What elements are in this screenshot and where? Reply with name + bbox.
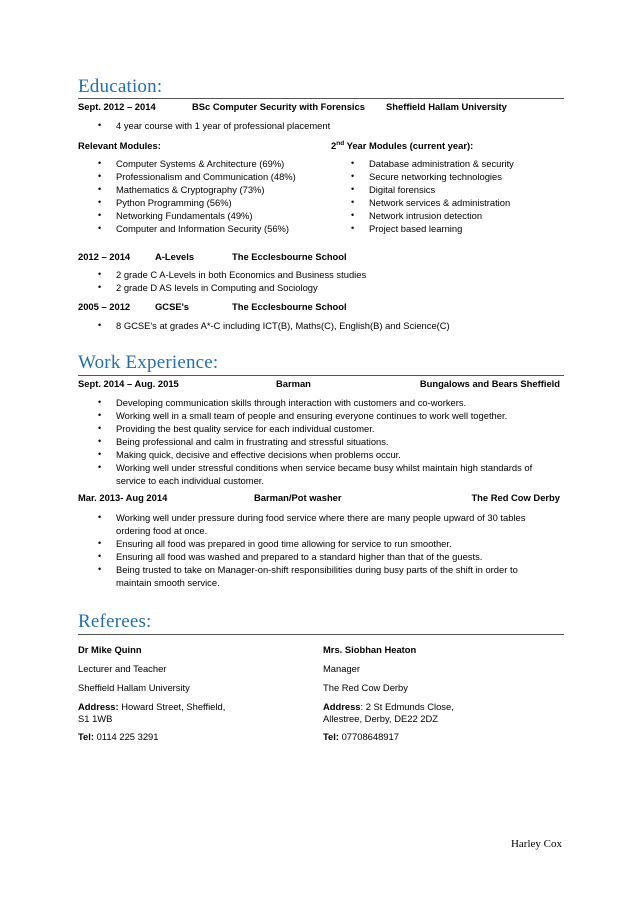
list-item: • 8 GCSE's at grades A*-C including ICT(B), Maths(C), English(B) and Science(C): [78, 319, 564, 332]
list-item: • Computer and Information Security (56%): [78, 222, 328, 235]
list-item: • Networking Fundamentals (49%): [78, 209, 328, 222]
relevant-modules-label: Relevant Modules:: [78, 140, 161, 151]
ref1-role: Lecturer and Teacher: [78, 663, 167, 674]
list-item: • Secure networking technologies: [331, 170, 564, 183]
work-heading: Work Experience:: [78, 352, 219, 373]
list-item: • Digital forensics: [331, 183, 564, 196]
job2-employer: The Red Cow Derby: [471, 492, 560, 503]
list-item: • Providing the best quality service for each individual customer.: [78, 422, 564, 435]
list-item: • 4 year course with 1 year of professional placement: [78, 119, 564, 132]
alevels-title: A-Levels: [155, 251, 195, 262]
list-item: • Working well under pressure during food service where there are many people upward of 30 tables ordering food at once.: [78, 511, 552, 537]
second-year-modules-list: [331, 157, 564, 235]
degree-title: BSc Computer Security with Forensics: [192, 101, 365, 112]
gcses-bullets: [78, 319, 564, 332]
list-item: • Developing communication skills through interaction with customers and co-workers.: [78, 396, 564, 409]
degree-dates: Sept. 2012 – 2014: [78, 101, 156, 112]
list-item: • Computer Systems & Architecture (69%): [78, 157, 328, 170]
ref2-org: The Red Cow Derby: [323, 682, 408, 693]
list-item: • Mathematics & Cryptography (73%): [78, 183, 328, 196]
list-item: • Working well in a small team of people and ensuring everyone continues to work well together.: [78, 409, 564, 422]
referees-rule: [78, 634, 564, 635]
list-item: • Making quick, decisive and effective decisions when problems occur.: [78, 448, 564, 461]
education-heading: Education:: [78, 76, 163, 97]
ref2-address-line2: Allestree, Derby, DE22 2DZ: [323, 713, 438, 724]
list-item: • Being professional and calm in frustrating and stressful situations.: [78, 435, 564, 448]
ref2-tel: Tel: 07708648917: [323, 731, 399, 742]
list-item: • 2 grade D AS levels in Computing and Sociology: [78, 281, 564, 294]
list-item: • Network intrusion detection: [331, 209, 564, 222]
gcses-title: GCSE's: [155, 301, 190, 312]
gcses-institution: The Ecclesbourne School: [232, 301, 347, 312]
relevant-modules-list: [78, 157, 328, 235]
job1-title: Barman: [276, 378, 311, 389]
job1-dates: Sept. 2014 – Aug. 2015: [78, 378, 179, 389]
list-item: • 2 grade C A-Levels in both Economics and Business studies: [78, 268, 564, 281]
ref2-name: Mrs. Siobhan Heaton: [323, 644, 417, 655]
list-item: • Network services & administration: [331, 196, 564, 209]
footer-name: Harley Cox: [510, 838, 562, 850]
ref2-address: Address: 2 St Edmunds Close,: [323, 701, 454, 712]
list-item: • Ensuring all food was prepared in good time allowing for service to run smoother.: [78, 537, 564, 550]
ref1-tel: Tel: 0114 225 3291: [78, 731, 159, 742]
job2-title: Barman/Pot washer: [254, 492, 342, 503]
job2-bullets: [78, 511, 564, 589]
work-rule: [78, 375, 564, 376]
ref1-address: Address: Howard Street, Sheffield,: [78, 701, 226, 712]
alevels-institution: The Ecclesbourne School: [232, 251, 347, 262]
list-item: • Ensuring all food was washed and prepared to a standard higher than that of the guests.: [78, 550, 564, 563]
ref1-name: Dr Mike Quinn: [78, 644, 142, 655]
ref1-address-line2: S1 1WB: [78, 713, 113, 724]
list-item: • Being trusted to take on Manager-on-shift responsibilities during busy parts of the shift in order to maintain smooth service.: [78, 563, 552, 589]
list-item: • Database administration & security: [331, 157, 564, 170]
second-year-modules-label: 2nd Year Modules (current year):: [331, 140, 474, 152]
job1-employer: Bungalows and Bears Sheffield: [419, 378, 560, 389]
list-item: • Project based learning: [331, 222, 564, 235]
ref1-org: Sheffield Hallam University: [78, 682, 190, 693]
degree-bullets: [78, 119, 564, 132]
degree-institution: Sheffield Hallam University: [386, 101, 507, 112]
job2-dates: Mar. 2013- Aug 2014: [78, 492, 168, 503]
list-item: • Python Programming (56%): [78, 196, 328, 209]
alevels-bullets: [78, 268, 564, 294]
job1-bullets: [78, 396, 564, 487]
alevels-dates: 2012 – 2014: [78, 251, 131, 262]
list-item: • Professionalism and Communication (48%): [78, 170, 328, 183]
education-rule: [78, 98, 564, 99]
referees-heading: Referees:: [78, 611, 152, 632]
list-item: • Working well under stressful conditions when service became busy whilst maintain high standards of service to each individual customer.: [78, 461, 552, 487]
gcses-dates: 2005 – 2012: [78, 301, 131, 312]
ref2-role: Manager: [323, 663, 361, 674]
